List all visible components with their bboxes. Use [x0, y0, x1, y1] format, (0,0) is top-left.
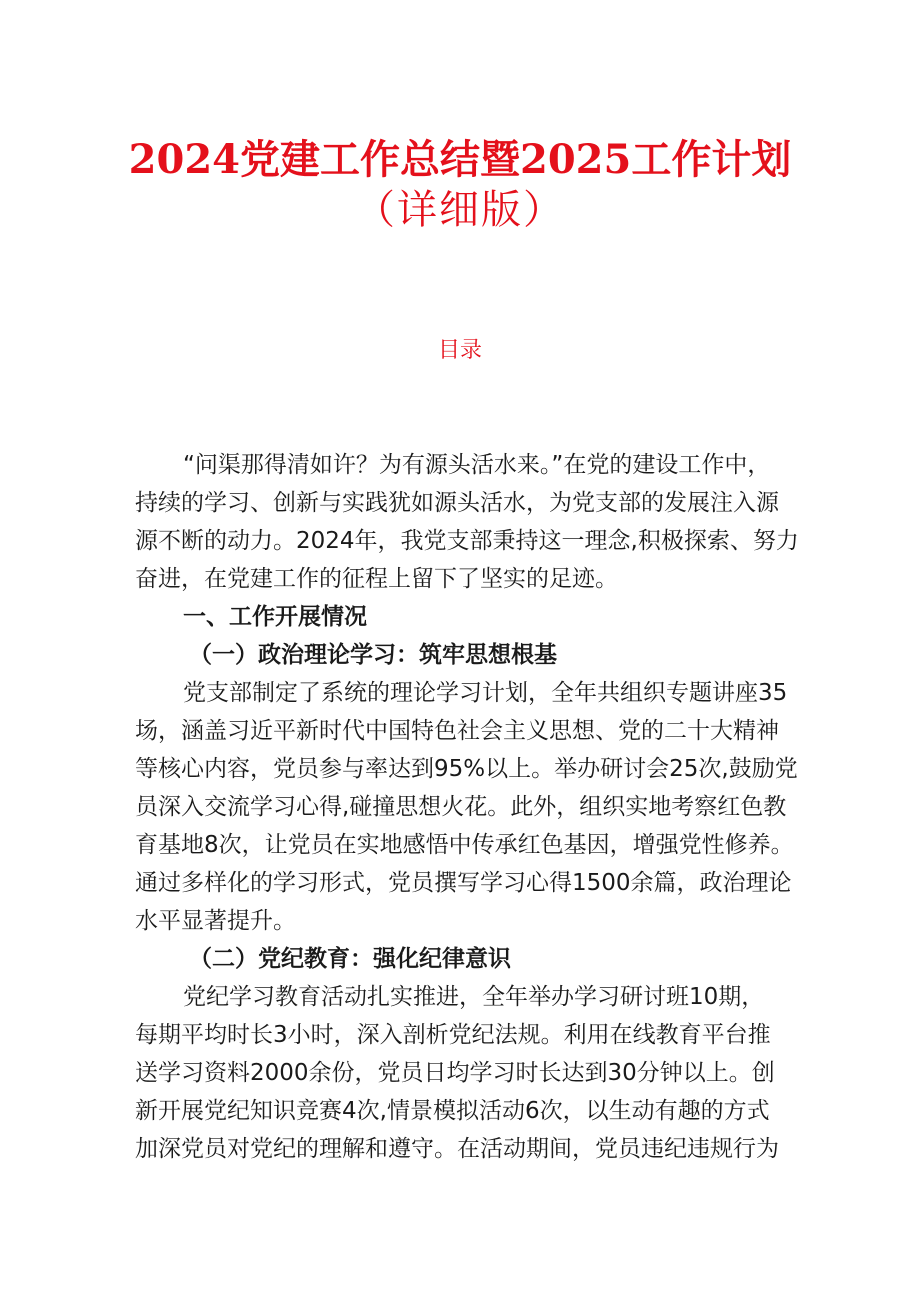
subsection-heading: （一）政治理论学习：筑牢思想根基 — [189, 642, 557, 668]
document-subtitle: （详细版） — [355, 187, 565, 233]
paragraph-line: 场，涵盖习近平新时代中国特色社会主义思想、党的二十大精神 — [135, 718, 779, 744]
paragraph-line: 每期平均时长3小时，深入剖析党纪法规。利用在线教育平台推 — [135, 1022, 771, 1048]
paragraph-line: 新开展党纪知识竞赛4次,情景模拟活动6次，以生动有趣的方式 — [135, 1098, 770, 1124]
paragraph-line: 员深入交流学习心得,碰撞思想火花。此外，组织实地考察红色教 — [135, 794, 787, 820]
document-body — [135, 446, 805, 1168]
paragraph-line: 党纪学习教育活动扎实推进，全年举办学习研讨班10期， — [183, 984, 765, 1010]
section-heading: 一、工作开展情况 — [183, 604, 367, 630]
paragraph-line: 育基地8次，让党员在实地感悟中传承红色基因，增强党性修养。 — [135, 832, 794, 858]
intro-line: 源不断的动力。2024年，我党支部秉持这一理念,积极探索、努力 — [135, 528, 799, 554]
paragraph-line: 通过多样化的学习形式，党员撰写学习心得1500余篇，政治理论 — [135, 870, 792, 896]
toc-label: 目录 — [437, 338, 482, 363]
document-title: 2024党建工作总结暨2025工作计划 — [128, 136, 792, 183]
intro-line: 奋进，在党建工作的征程上留下了坚实的足迹。 — [135, 566, 618, 592]
paragraph-line: 加深党员对党纪的理解和遵守。在活动期间，党员违纪违规行为 — [135, 1136, 779, 1162]
intro-line: “问渠那得清如许？为有源头活水来。”在党的建设工作中， — [183, 452, 771, 478]
subsection-heading: （二）党纪教育：强化纪律意识 — [189, 946, 511, 972]
intro-line: 持续的学习、创新与实践犹如源头活水，为党支部的发展注入源 — [135, 490, 779, 516]
paragraph-line: 送学习资料2000余份，党员日均学习时长达到30分钟以上。创 — [135, 1060, 775, 1086]
paragraph-line: 党支部制定了系统的理论学习计划，全年共组织专题讲座35 — [183, 680, 788, 706]
paragraph-line: 等核心内容，党员参与率达到95%以上。举办研讨会25次,鼓励党 — [135, 756, 798, 782]
paragraph-line: 水平显著提升。 — [135, 908, 296, 934]
